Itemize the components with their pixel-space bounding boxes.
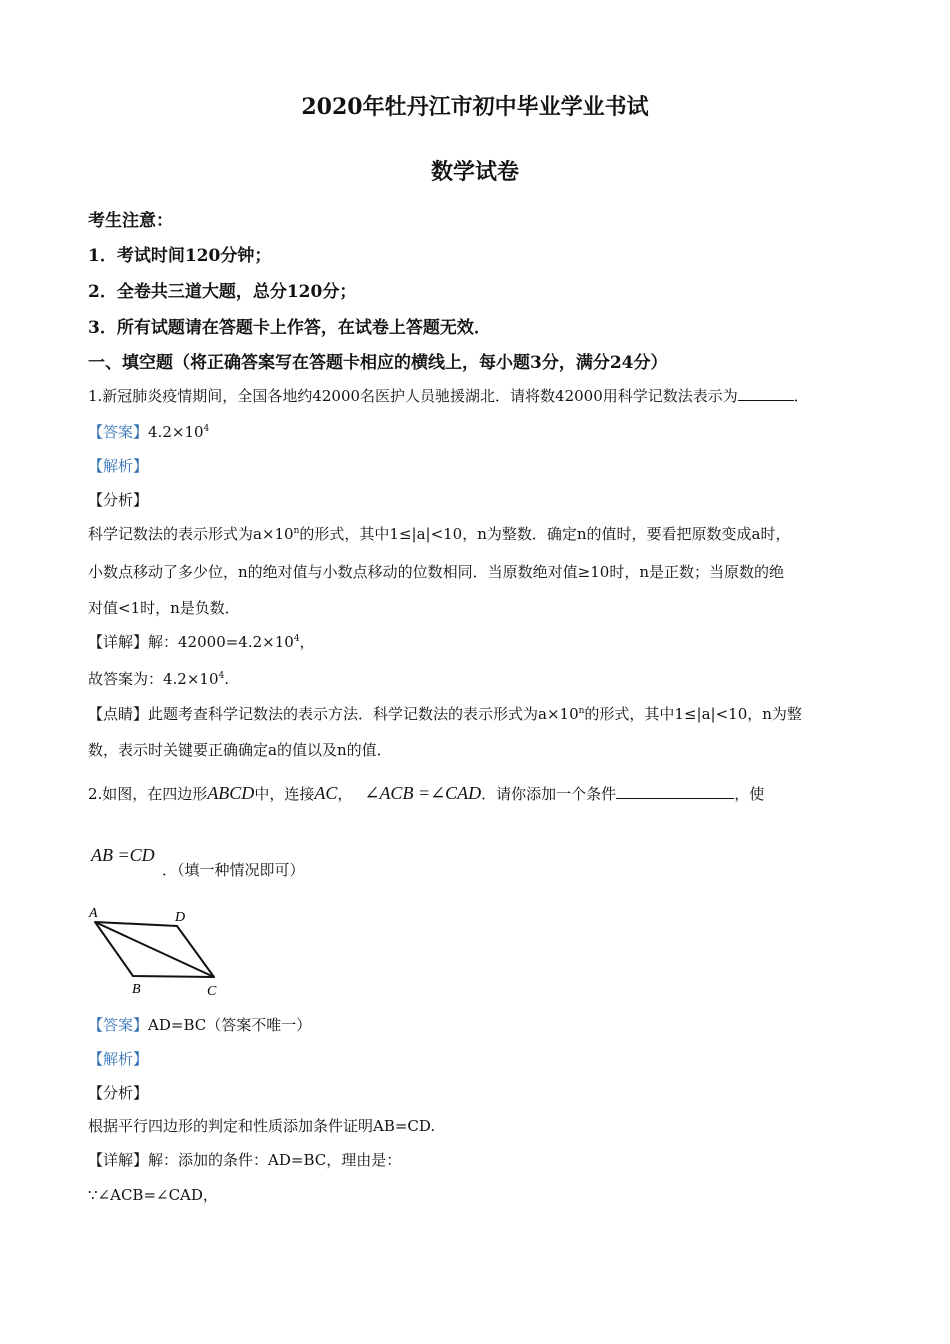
q2-stem-text: ．请你添加一个条件 <box>481 785 617 803</box>
q1-detail-sup: 4 <box>293 634 300 644</box>
notice-item: 1．考试时间120分钟； <box>88 246 272 266</box>
q2-stem-text: 2.如图，在四边形 <box>88 785 208 803</box>
q1-detail-text: ， <box>299 633 315 651</box>
diagonal-ac <box>95 922 214 977</box>
q2-answer <box>88 1014 311 1035</box>
q1-stem-end: ． <box>793 387 809 405</box>
exam-subtitle: 数学试卷 <box>430 159 519 185</box>
vertex-label-b: B <box>132 982 141 997</box>
detail-label: 【详解】 <box>88 633 149 651</box>
section-heading: 一、填空题（将正确答案写在答题卡相应的横线上，每小题3分，满分24分） <box>88 353 668 373</box>
q2-cond-tail: ．（填一种情况即可） <box>162 861 305 879</box>
q2-angle-condition: ∠ACB =∠CAD <box>364 783 482 803</box>
notice-item: 3．所有试题请在答题卡上作答，在试卷上答题无效． <box>88 318 491 338</box>
fenxi-label: 【分析】 <box>88 491 149 509</box>
analysis-label: 【解析】 <box>88 1050 149 1068</box>
q1-result-sup: 4 <box>218 671 225 681</box>
q1-fenxi-sup: n <box>293 526 300 536</box>
q1-result <box>88 668 229 689</box>
q1-fenxi-line: 小数点移动了多少位，n的绝对值与小数点移动的位数相同．当原数绝对值≥10时，n是正数；当原数的绝 <box>88 563 784 581</box>
q1-comment-line: 数，表示时关键要正确确定a的值以及n的值． <box>88 741 392 759</box>
q1-fenxi-line: 对值<1时，n是负数． <box>88 599 240 617</box>
q2-because: ∵∠ACB=∠CAD， <box>88 1186 218 1204</box>
q2-quad-name: ABCD <box>207 783 255 803</box>
q2-stem-text: ， <box>337 785 353 803</box>
q1-result-text: 故答案为：4.2×10 <box>88 670 219 688</box>
q1-comment-text: 此题考查科学记数法的表示方法．科学记数法的表示形式为a×10 <box>148 705 579 723</box>
comment-label: 【点睛】 <box>88 705 149 723</box>
q1-fenxi-text: 的形式，其中1≤|a|<10，n为整数．确定n的值时，要看把原数变成a时， <box>299 525 791 543</box>
q1-comment <box>88 703 802 724</box>
detail-label: 【详解】 <box>88 1151 149 1169</box>
q1-comment-text: 的形式，其中1≤|a|<10，n为整 <box>584 705 802 723</box>
q2-detail-text: 解：添加的条件：AD=BC，理由是： <box>148 1151 402 1169</box>
answer-label: 【答案】 <box>88 1016 149 1034</box>
q2-answer-blank <box>616 784 734 799</box>
q1-fenxi-line <box>88 523 791 544</box>
q1-stem-text: 1.新冠肺炎疫情期间，全国各地约42000名医护人员驰援湖北．请将数42000用科学记数法表示为 <box>88 387 738 405</box>
q1-fenxi-text: 科学记数法的表示形式为a×10 <box>88 525 294 543</box>
q2-stem-text: ，使 <box>734 785 765 803</box>
q2-detail <box>88 1149 401 1170</box>
q2-stem-text: 中，连接 <box>254 785 315 803</box>
q1-detail-text: 解：42000=4.2×10 <box>148 633 294 651</box>
notice-item: 2．全卷共三道大题，总分120分； <box>88 282 357 302</box>
analysis-label: 【解析】 <box>88 457 149 475</box>
exam-title: 2020年牡丹江市初中毕业学业书试 <box>301 94 649 120</box>
q1-answer <box>88 421 209 442</box>
q1-stem <box>88 385 809 406</box>
q2-condition <box>91 845 155 866</box>
q1-answer-base: 4.2×10 <box>148 423 204 441</box>
q2-target-equation: AB =CD <box>91 845 155 865</box>
quadrilateral-figure <box>86 904 226 1000</box>
q1-result-text: . <box>224 670 230 688</box>
fenxi-label: 【分析】 <box>88 1084 149 1102</box>
vertex-label-c: C <box>207 984 217 999</box>
answer-label: 【答案】 <box>88 423 149 441</box>
q1-answer-exp: 4 <box>203 424 210 434</box>
q2-fenxi: 根据平行四边形的判定和性质添加条件证明AB=CD. <box>88 1117 436 1135</box>
vertex-label-d: D <box>175 910 186 925</box>
vertex-label-a: A <box>89 906 98 921</box>
notice-heading: 考生注意： <box>88 211 173 231</box>
q2-stem <box>88 783 764 804</box>
q2-answer-text: AD=BC（答案不唯一） <box>148 1016 312 1034</box>
q1-answer-blank <box>738 386 794 401</box>
q2-diagonal-name: AC <box>314 783 338 803</box>
q1-detail <box>88 631 315 652</box>
q1-comment-sup: n <box>578 706 585 716</box>
